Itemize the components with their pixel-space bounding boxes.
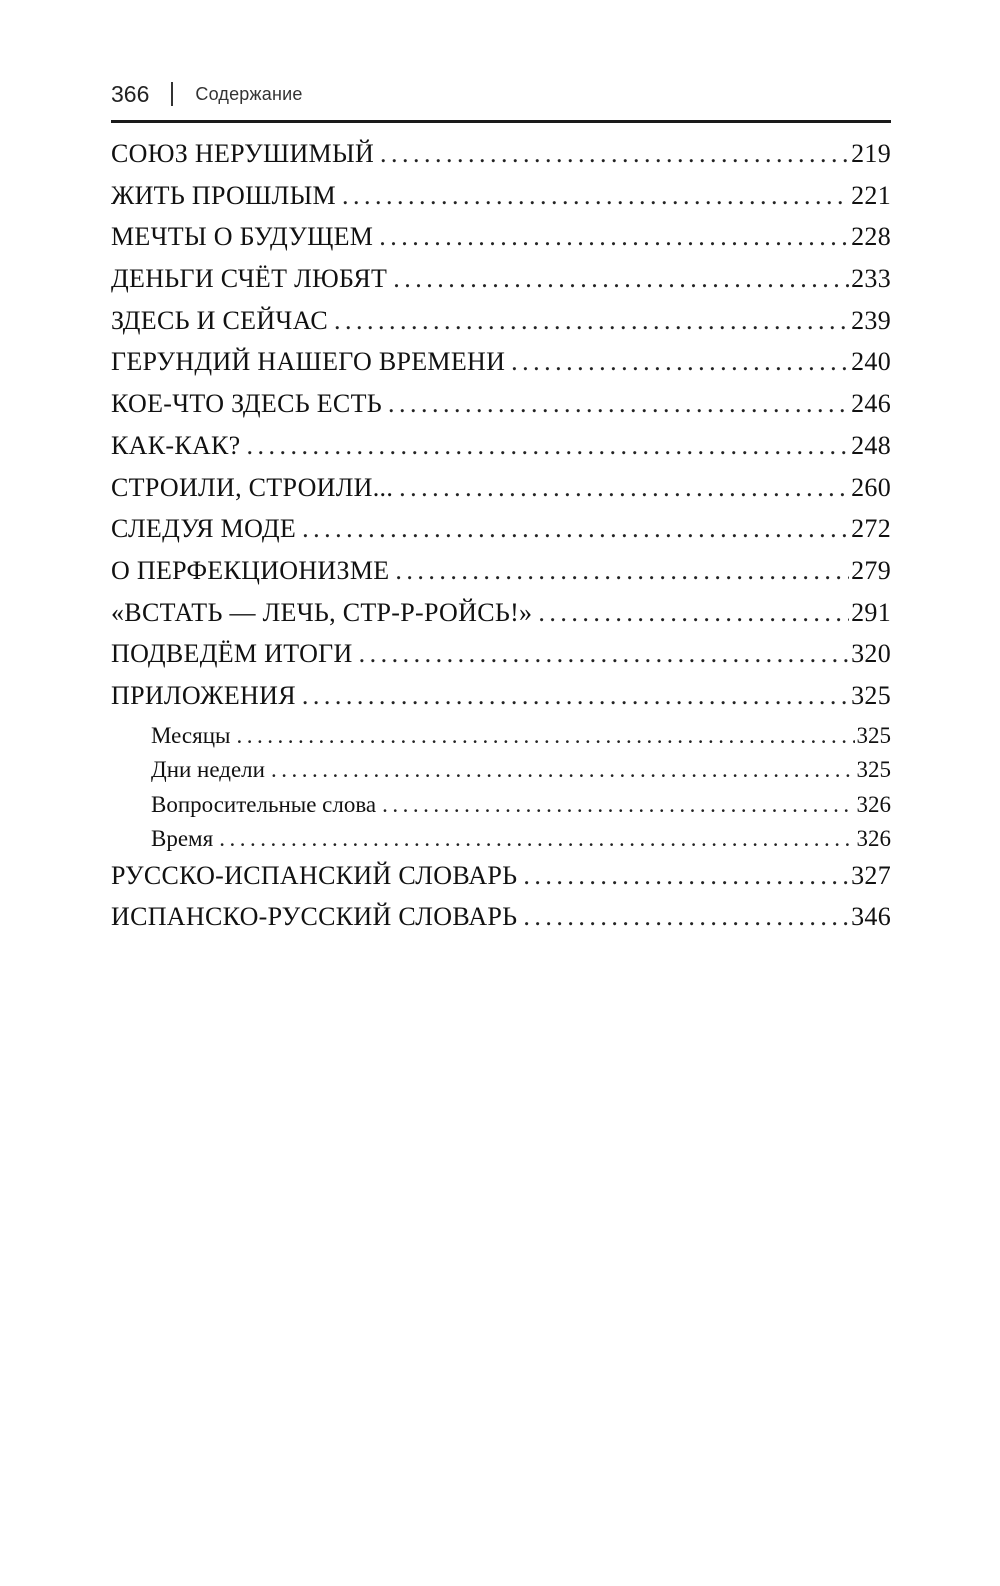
toc-leader-dots [523, 861, 849, 891]
toc-entry-page: 279 [851, 555, 891, 585]
toc-entry-title: ИСПАНСКО-РУССКИЙ СЛОВАРЬ [111, 902, 518, 932]
toc-leader-dots [379, 222, 849, 252]
toc-entry [111, 139, 891, 181]
toc-subentry-page: 325 [856, 722, 891, 748]
toc-entry-page: 239 [851, 305, 891, 335]
toc-leader-dots [523, 902, 849, 932]
toc-leader-dots [236, 723, 854, 749]
toc-entry [111, 431, 891, 473]
toc-entry-title: МЕЧТЫ О БУДУЩЕМ [111, 222, 374, 252]
toc-entry [111, 902, 891, 944]
header-rule [111, 120, 891, 123]
toc-entry-title: ПОДВЕДЁМ ИТОГИ [111, 639, 353, 669]
toc-subentry [111, 826, 891, 861]
toc-entry-title: ДЕНЬГИ СЧЁТ ЛЮБЯТ [111, 264, 388, 294]
toc-entry [111, 389, 891, 431]
toc-leader-dots [271, 757, 855, 783]
toc-leader-dots [342, 181, 849, 211]
toc-entry-page: 327 [851, 860, 891, 890]
toc-entry-title: СОЮЗ НЕРУШИМЫЙ [111, 139, 375, 168]
toc-entry [111, 306, 891, 348]
toc-leader-dots [393, 264, 849, 294]
toc-entry-page: 320 [851, 639, 891, 669]
toc-entry [111, 556, 891, 598]
toc-entry-page: 325 [851, 680, 891, 710]
toc-entry-page: 260 [851, 472, 891, 502]
toc-leader-dots [359, 639, 850, 669]
toc-subentry-page: 326 [856, 826, 891, 852]
toc-entry [111, 639, 891, 681]
running-header [111, 72, 891, 116]
toc-leader-dots [219, 826, 854, 852]
toc-entry-page: 246 [851, 389, 891, 419]
toc-leader-dots [334, 306, 849, 336]
toc-entry-title: СТРОИЛИ, СТРОИЛИ... [111, 472, 394, 502]
toc-subentry-title: Вопросительные слова [151, 791, 377, 817]
toc-entry [111, 861, 891, 903]
toc-subentry [111, 757, 891, 792]
toc-entry [111, 264, 891, 306]
toc-subentry-title: Время [151, 826, 214, 852]
toc-subentry-page: 326 [856, 791, 891, 817]
toc-entry [111, 514, 891, 556]
toc-leader-dots [247, 431, 850, 461]
page-number: 366 [111, 80, 150, 107]
toc-entry-page: 228 [851, 222, 891, 252]
toc-leader-dots [388, 389, 849, 419]
toc-subentry-page: 325 [856, 757, 891, 783]
toc-entry-title: ГЕРУНДИЙ НАШЕГО ВРЕМЕНИ [111, 347, 506, 377]
toc-entry-title: ЖИТЬ ПРОШЛЫМ [111, 180, 336, 210]
toc-entry [111, 473, 891, 515]
toc-subentry-title: Дни недели [151, 757, 265, 783]
toc-leader-dots [302, 681, 849, 711]
toc-leader-dots [395, 556, 849, 586]
toc-entry-page: 248 [851, 430, 891, 460]
toc-subentry-title: Месяцы [151, 722, 231, 748]
toc-entry [111, 222, 891, 264]
toc-leader-dots [380, 139, 849, 169]
toc-entry-page: 346 [851, 902, 891, 932]
toc-entry [111, 598, 891, 640]
toc-entry-title: О ПЕРФЕКЦИОНИЗМЕ [111, 555, 390, 585]
toc-entry-title: ЗДЕСЬ И СЕЙЧАС [111, 305, 329, 335]
toc-entry-page: 272 [851, 514, 891, 544]
running-title: Содержание [195, 83, 303, 104]
toc-leader-dots [382, 792, 854, 818]
toc-entry-page: 219 [851, 139, 891, 168]
toc-leader-dots [302, 514, 849, 544]
toc-entry-page: 233 [851, 264, 891, 294]
toc-entry-title: РУССКО-ИСПАНСКИЙ СЛОВАРЬ [111, 860, 518, 890]
toc-entry [111, 347, 891, 389]
toc-entry-page: 240 [851, 347, 891, 377]
header-separator [171, 82, 173, 106]
table-of-contents [111, 139, 891, 944]
toc-entry [111, 181, 891, 223]
toc-leader-dots [399, 473, 849, 503]
toc-entry-title: КАК-КАК? [111, 430, 241, 460]
toc-entry-title: ПРИЛОЖЕНИЯ [111, 680, 296, 710]
toc-entry-title: «ВСТАТЬ — ЛЕЧЬ, СТР-Р-РОЙСЬ!» [111, 597, 533, 627]
toc-subentry [111, 723, 891, 758]
toc-entry [111, 681, 891, 723]
toc-entry-title: КОЕ-ЧТО ЗДЕСЬ ЕСТЬ [111, 389, 382, 419]
toc-subentry [111, 792, 891, 827]
toc-entry-page: 221 [851, 180, 891, 210]
toc-leader-dots [511, 347, 849, 377]
toc-leader-dots [538, 598, 849, 628]
toc-entry-page: 291 [851, 597, 891, 627]
toc-entry-title: СЛЕДУЯ МОДЕ [111, 514, 297, 544]
